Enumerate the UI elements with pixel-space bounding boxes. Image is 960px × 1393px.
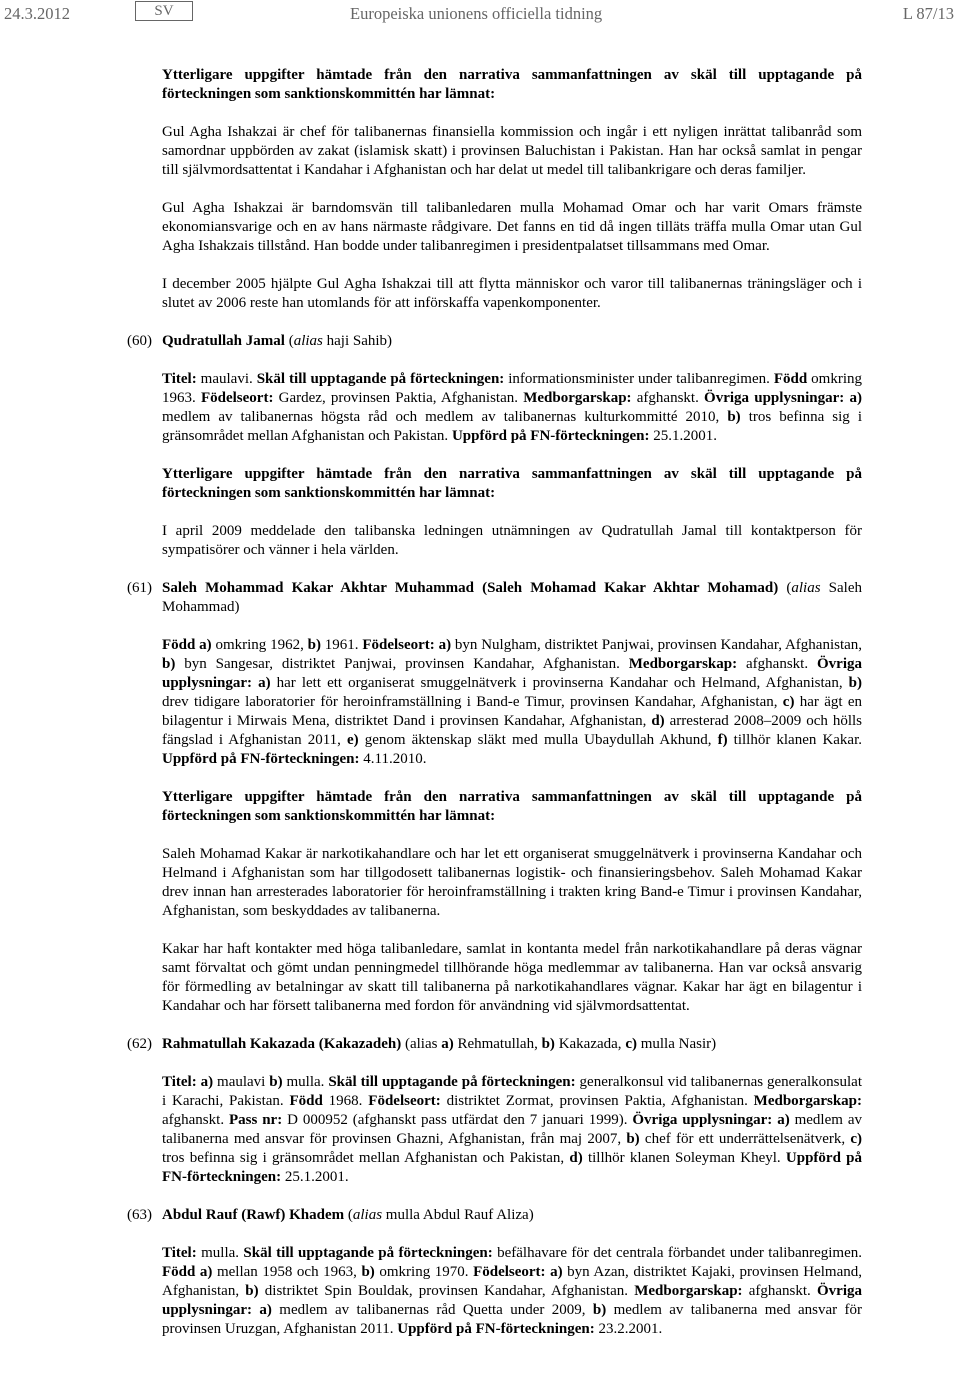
field-value: 1961. xyxy=(320,637,363,653)
field-label: Födelseort: a) xyxy=(473,1264,563,1280)
field-label: Övriga upplysningar: a) xyxy=(704,390,862,406)
field-value: 4.11.2010. xyxy=(359,751,427,767)
narrative-paragraph: Gul Agha Ishakzai är barndomsvän till talibanledaren mulla Mohamad Omar och har varit Omars främste ekonomiansvarige och en av hans närmaste rådgivare. Det fanns en tid då ingen tilläts träffa mulla Omar utan Gul Agha Ishakzais tillstånd. Han bodde under talibanregimen i presidentpalatset tillsammans med Omar. xyxy=(162,200,862,254)
field-value: (alias xyxy=(401,1036,442,1052)
field-value: tillhör klanen Kakar. xyxy=(727,732,863,748)
entry-details xyxy=(162,370,862,446)
field-value: mulla. xyxy=(196,1245,244,1261)
entry-name-line xyxy=(162,1035,862,1054)
field-value: medlem av talibanernas högsta råd och medlem av talibanernas kulturkommitté 2010, xyxy=(162,409,728,425)
field-label: Skäl till upptagande på förteckningen: xyxy=(243,1245,493,1261)
field-label: Född a) xyxy=(162,637,212,653)
alias-open: ( xyxy=(288,333,294,349)
field-value: 25.1.2001. xyxy=(281,1169,349,1185)
journal-title: Europeiska unionens officiella tidning xyxy=(350,4,603,23)
field-value: afghanskt. xyxy=(742,1283,817,1299)
field-label: Uppförd på FN-förteckningen: xyxy=(397,1321,595,1337)
field-value: maulavi. xyxy=(196,371,257,387)
field-label: Medborgarskap: xyxy=(634,1283,743,1299)
field-label: b) xyxy=(626,1131,640,1147)
field-value: har lett ett organiserat smuggelnätverk i provinserna Kandahar och Helmand, Afghanistan, xyxy=(270,675,849,691)
entry-name-line xyxy=(162,1206,862,1225)
entry-name-line xyxy=(162,332,862,351)
entry-number: (61) xyxy=(127,580,152,596)
field-label: b) xyxy=(245,1283,259,1299)
field-label: Pass nr: xyxy=(228,1112,283,1128)
field-label: Födelseort: a) xyxy=(362,637,452,653)
narrative-paragraph: Kakar har haft kontakter med höga talibanledare, samlat in kontanta medel från narkotikahandlare på deras vägnar samt förvaltat och gömt undan penningmedel tillhörande höga medlemmar av talibanerna. Han var också ansvarig för förmedling av betalningar av skatt till talibanerna på narkotikahandlares vägnar. Kakar har ägt en bilagentur i Kandahar och har försett talibanerna med fordon för användning vid självmordsattentat. xyxy=(162,941,862,1014)
list-entry-60 xyxy=(127,332,862,446)
field-label: Titel: a) xyxy=(162,1074,214,1090)
field-label: b) xyxy=(361,1264,375,1280)
field-label: Titel: xyxy=(162,1245,197,1261)
list-entry-62 xyxy=(127,1035,863,1187)
field-value: omkring 1963. xyxy=(162,371,862,406)
publication-date: 24.3.2012 xyxy=(4,4,70,23)
field-value: distriktet Zormat, provinsen Paktia, Afghanistan. xyxy=(440,1093,754,1109)
alias-text xyxy=(401,1036,716,1052)
field-value: afghanskt. xyxy=(162,1112,229,1128)
narrative-paragraph: I december 2005 hjälpte Gul Agha Ishakzai till att flytta människor och varor till talibanernas träningsläger och i slutet av 2006 reste han utomlands för att införskaffa vapenkomponenter. xyxy=(162,276,862,311)
alias-open: ( xyxy=(344,1207,353,1223)
field-value: byn Sangesar, distriktet Panjwai, provinsen Kandahar, Afghanistan. xyxy=(175,656,629,672)
field-value: maulavi xyxy=(213,1074,270,1090)
field-label: b) xyxy=(592,1302,607,1318)
field-label: Övriga upplysningar: a) xyxy=(162,656,862,691)
entry-name: Qudratullah Jamal xyxy=(162,333,285,349)
field-label: Uppförd på FN-förteckningen: xyxy=(451,428,650,444)
entry-details xyxy=(162,1244,862,1339)
field-label: c) xyxy=(782,694,795,710)
field-label: b) xyxy=(269,1074,283,1090)
field-label: Titel: xyxy=(162,371,197,387)
field-value: drev tidigare laboratorier för heroinframställning i Band-e Timur, provinsen Kandahar, Afghanistan, xyxy=(162,694,783,710)
entry-name: Rahmatullah Kakazada (Kakazadeh) xyxy=(162,1036,402,1052)
alias-text: haji Sahib) xyxy=(322,333,393,349)
entry-number: (60) xyxy=(127,333,152,349)
field-label: Medborgarskap: xyxy=(523,390,632,406)
field-value: informationsminister under talibanregimen. xyxy=(504,371,774,387)
field-label: b) xyxy=(848,675,862,691)
field-label: Skäl till upptagande på förteckningen: xyxy=(328,1074,576,1090)
field-label: e) xyxy=(346,732,359,748)
entry-name: Abdul Rauf (Rawf) Khadem xyxy=(162,1207,345,1223)
field-value: Kakazada, xyxy=(554,1036,626,1052)
annex-heading: Ytterligare uppgifter hämtade från den narrativa sammanfattningen av skäl till upptagande på förteckningen som sanktionskommittén har lämnat: xyxy=(162,67,862,102)
field-value: chef för ett underrättelsenätverk, xyxy=(639,1131,851,1147)
field-label: b) xyxy=(727,409,741,425)
field-label: Uppförd på FN-förteckningen: xyxy=(162,1150,862,1185)
page-number: L 87/13 xyxy=(902,4,954,23)
field-value: genom äktenskap släkt med mulla Ubaydullah Akhund, xyxy=(358,732,718,748)
field-label: b) xyxy=(307,637,321,653)
field-label: f) xyxy=(717,732,728,748)
entry-name-line xyxy=(162,579,862,617)
list-entry-63 xyxy=(127,1206,862,1339)
field-value: arresterad 2008–2009 och hölls fängslad i Afghanistan 2011, xyxy=(162,713,862,748)
field-value: afghanskt. xyxy=(737,656,817,672)
field-label: Född a) xyxy=(162,1264,213,1280)
field-label: a) xyxy=(441,1036,454,1052)
field-value: har ägt en bilagentur i Mirwais Mena, distriktet Dand i provinsen Kandahar, Afghanistan, xyxy=(162,694,862,729)
field-label: d) xyxy=(651,713,665,729)
alias-open: ( xyxy=(778,580,792,596)
field-value: byn Azan, distriktet Kajaki, provinsen Helmand, Afghanistan, xyxy=(162,1264,862,1299)
field-value: 25.1.2001. xyxy=(649,428,717,444)
language-badge: SV xyxy=(135,1,193,21)
alias-label: alias xyxy=(352,1207,383,1223)
field-label: Övriga upplysningar: a) xyxy=(162,1283,862,1318)
field-value: tillhör klanen Soleyman Kheyl. xyxy=(582,1150,786,1166)
field-label: Född xyxy=(773,371,808,387)
annex-heading: Ytterligare uppgifter hämtade från den narrativa sammanfattningen av skäl till upptagande på förteckningen som sanktionskommittén har lämnat: xyxy=(162,466,862,501)
field-value: generalkonsul vid talibanernas generalkonsulat i Karachi, Pakistan. xyxy=(162,1074,862,1109)
field-value: distriktet Spin Bouldak, provinsen Kandahar, Afghanistan. xyxy=(258,1283,635,1299)
field-value: omkring 1970. xyxy=(374,1264,474,1280)
narrative-paragraph: I april 2009 meddelade den talibanska ledningen utnämningen av Qudratullah Jamal till kontaktperson för sympatisörer och vänner i hela världen. xyxy=(162,523,862,558)
field-value: mulla. xyxy=(282,1074,329,1090)
field-value: 1968. xyxy=(322,1093,369,1109)
field-value: omkring 1962, xyxy=(211,637,308,653)
field-label: Uppförd på FN-förteckningen: xyxy=(162,751,360,767)
field-label: c) xyxy=(625,1036,637,1052)
field-label: Född xyxy=(289,1093,323,1109)
alias-text: Saleh Mohammad) xyxy=(162,580,862,615)
field-value: medlem av talibanernas råd Quetta under 2009, xyxy=(271,1302,593,1318)
field-value: afghanskt. xyxy=(631,390,705,406)
field-label: Medborgarskap: xyxy=(753,1093,863,1109)
alias-text: mulla Abdul Rauf Aliza) xyxy=(382,1207,534,1223)
field-value: medlem av talibanerna med ansvar för provinsen Uruzgan, Afghanistan 2011. xyxy=(162,1302,862,1337)
field-label: Övriga upplysningar: a) xyxy=(632,1112,790,1128)
narrative-paragraph: Saleh Mohamad Kakar är narkotikahandlare och har let ett organiserat smuggelnätverk i provinserna Kandahar och Helmand i Afghanistan som har tillgodosett talibanernas logistik- och finansieringsbehov. Saleh Mohamad Kakar drev innan han arresterades laboratorier för heroinframställning i trakten kring Band-e Timur i provinsen Kandahar, Afghanistan, som beskyddades av talibanerna. xyxy=(162,846,862,919)
field-label: d) xyxy=(569,1150,583,1166)
field-label: Medborgarskap: xyxy=(628,656,738,672)
entry-name: Saleh Mohammad Kakar Akhtar Muhammad (Saleh Mohamad Kakar Akhtar Mohamad) xyxy=(162,580,779,596)
narrative-paragraph: Gul Agha Ishakzai är chef för talibanernas finansiella kommission och ingår i ett nyligen inrättat talibanråd som samordnar uppbörden av zakat (islamisk skatt) i provinsen Baluchistan i Pakistan. Han har också samlat in pengar till självmordsattentat i Kandahar i Afghanistan och har delat ut medel till talibankrigare och deras familjer. xyxy=(162,124,862,178)
field-value: mulla Nasir) xyxy=(636,1036,717,1052)
field-label: b) xyxy=(162,656,176,672)
field-label: b) xyxy=(541,1036,555,1052)
field-value: Gardez, provinsen Paktia, Afghanistan. xyxy=(273,390,524,406)
field-value: 23.2.2001. xyxy=(594,1321,663,1337)
field-value: byn Nulgham, distriktet Panjwai, provinsen Kandahar, Afghanistan, xyxy=(451,637,863,653)
alias-label: alias xyxy=(791,580,821,596)
field-value: mellan 1958 och 1963, xyxy=(212,1264,362,1280)
field-value: tros befinna sig i gränsområdet mellan Afghanistan och Pakistan. xyxy=(162,409,862,444)
field-value: D 000952 (afghanskt pass utfärdat den 7 januari 1999). xyxy=(282,1112,633,1128)
entry-details xyxy=(162,1073,862,1187)
field-label: c) xyxy=(850,1131,862,1147)
field-value: tros befinna sig i gränsområdet mellan Afghanistan och Pakistan, xyxy=(162,1150,570,1166)
list-entry-61 xyxy=(127,579,863,769)
page-header xyxy=(0,0,960,28)
field-value: Rehmatullah, xyxy=(453,1036,542,1052)
field-value: befälhavare för det centrala förbandet under talibanregimen. xyxy=(492,1245,862,1261)
annex-heading: Ytterligare uppgifter hämtade från den narrativa sammanfattningen av skäl till upptagande på förteckningen som sanktionskommittén har lämnat: xyxy=(162,789,862,824)
entry-details xyxy=(162,636,862,769)
alias-label: alias xyxy=(293,333,323,349)
field-label: Födelseort: xyxy=(368,1093,441,1109)
field-label: Födelseort: xyxy=(200,390,274,406)
entry-number: (62) xyxy=(127,1036,152,1052)
field-value: medlem av talibanerna med ansvar för provinsen Ghazni, Afghanistan, från maj 2007, xyxy=(162,1112,862,1147)
document-body xyxy=(127,66,863,1358)
entry-number: (63) xyxy=(127,1207,152,1223)
field-label: Skäl till upptagande på förteckningen: xyxy=(256,371,505,387)
